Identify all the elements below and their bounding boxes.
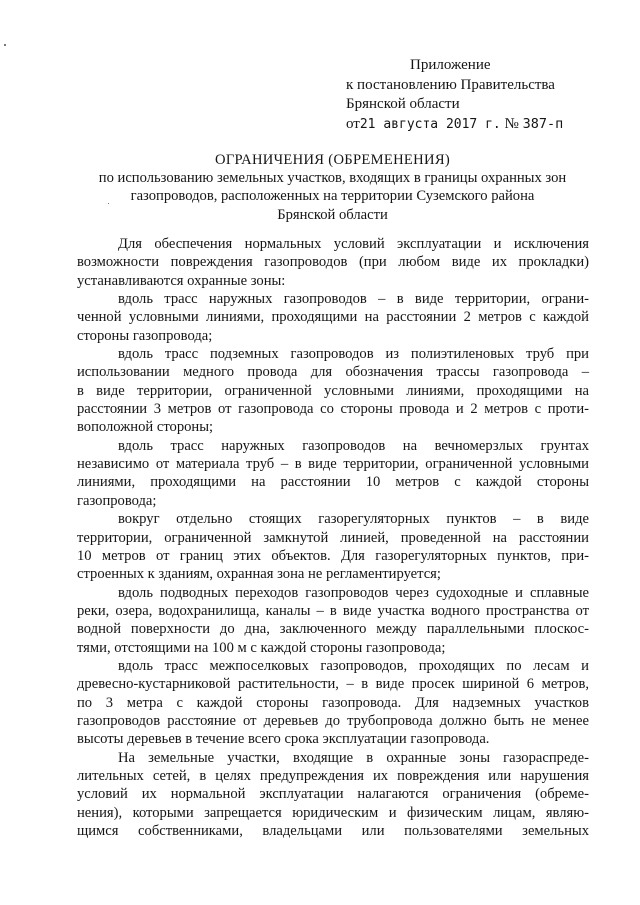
paragraph-4 [77,437,589,510]
date-prefix: от [346,115,360,132]
text-line: устанавливаются охранные зоны: [77,272,286,289]
text-line: строенных к зданиям, охранная зона не регламентируется; [77,566,441,583]
paragraph-6 [77,584,589,657]
appendix-resolution-line: к постановлению Правительства [346,76,555,93]
text-line: щимся собственниками, владельцами или пользователями земельных [77,823,589,839]
appendix-date-line [346,115,563,135]
appendix-label: Приложение [410,57,491,73]
title-line-3: газопроводов, расположенных на территории Суземского района [130,188,535,205]
text-line: Для обеспечения нормальных условий эксплуатации и исключения [118,236,589,252]
text-line: стороны газопровода; [77,327,213,344]
text-line: реки, озера, водохранилища, каналы – в виде участка водного пространства от [77,602,589,619]
appendix-header [346,56,563,134]
text-line: 10 метров от границ этих объектов. Для газорегуляторных пунктов, при- [77,547,589,564]
paragraph-5 [77,510,589,583]
text-line: высоты деревьев в течение всего срока эксплуатации газопровода. [77,731,490,748]
text-line: газопровода; [77,492,157,509]
document-body [77,235,589,840]
text-line: по 3 метра с каждой стороны газопровода. Для надземных участков [77,694,589,711]
paragraph-7 [77,657,589,749]
text-line: вдоль подводных переходов газопроводов через судоходные и сплавные [118,584,589,601]
text-line: в виде территории, ограниченной условными линиями, проходящими на [77,382,589,399]
text-line: газопроводов расстояние от деревьев до трубопровода должно быть не менее [77,712,589,729]
date-value: 21 августа 2017 г. [359,116,501,132]
text-line: воположной стороны; [77,419,214,436]
number-sign: № [504,115,519,132]
text-line: использовании медного провода для обозначения трассы газопровода – [77,364,589,381]
number-value: 387-п [522,115,564,132]
text-line: тями, отстоящими на 100 м с каждой стороны газопровода; [77,639,446,656]
scan-speck [4,44,6,46]
title-heading: ОГРАНИЧЕНИЯ (ОБРЕМЕНЕНИЯ) [214,152,451,168]
text-line: лительных сетей, в целях предупреждения их повреждения или нарушения [77,767,589,784]
title-line-4: Брянской области [277,206,388,223]
text-line: вдоль трасс наружных газопроводов на вечномерзлых грунтах [118,437,589,454]
text-line: расстоянии 3 метров от газопровода со стороны провода и 2 метров с проти- [77,401,589,418]
text-line: независимо от материала труб – в виде территории, ограниченной условными [77,456,589,473]
text-line: вокруг отдельно стоящих газорегуляторных пунктов – в виде [118,511,589,528]
text-line: нения), которыми запрещается юридическим и физическим лицам, являю- [77,804,589,821]
text-line: древесно-кустарниковой растительности, – в виде просек шириной 6 метров, [77,676,589,693]
paragraph-1 [77,235,589,290]
text-line: вдоль трасс межпоселковых газопроводов, проходящих по лесам и [118,657,589,674]
paragraph-2 [77,290,589,345]
text-line: вдоль трасс подземных газопроводов из полиэтиленовых труб при [118,346,589,363]
text-line: вдоль трасс наружных газопроводов – в виде территории, ограни- [118,291,589,308]
paragraph-3 [77,345,589,437]
document-title [60,151,605,224]
text-line: условий их нормальной эксплуатации налагаются ограничения (обреме- [77,786,589,803]
text-line: На земельные участки, входящие в охранные зоны газораспреде- [118,749,589,766]
paragraph-8 [77,749,589,841]
title-line-2: по использованию земельных участков, входящих в границы охранных зон [98,170,567,187]
text-line: территории, ограниченной замкнутой линией, проведенной на расстоянии [77,529,589,546]
text-line: линиями, проходящими на расстоянии 10 метров с каждой стороны [77,474,589,491]
appendix-region-line: Брянской области [346,96,460,112]
text-line: возможности повреждения газопроводов (при любом виде их прокладки) [77,254,589,271]
text-line: ченной условными линиями, проходящими на расстоянии 2 метров с каждой [77,309,589,326]
text-line: водной поверхности до дна, заключенного между параллельными плоскос- [77,621,589,638]
